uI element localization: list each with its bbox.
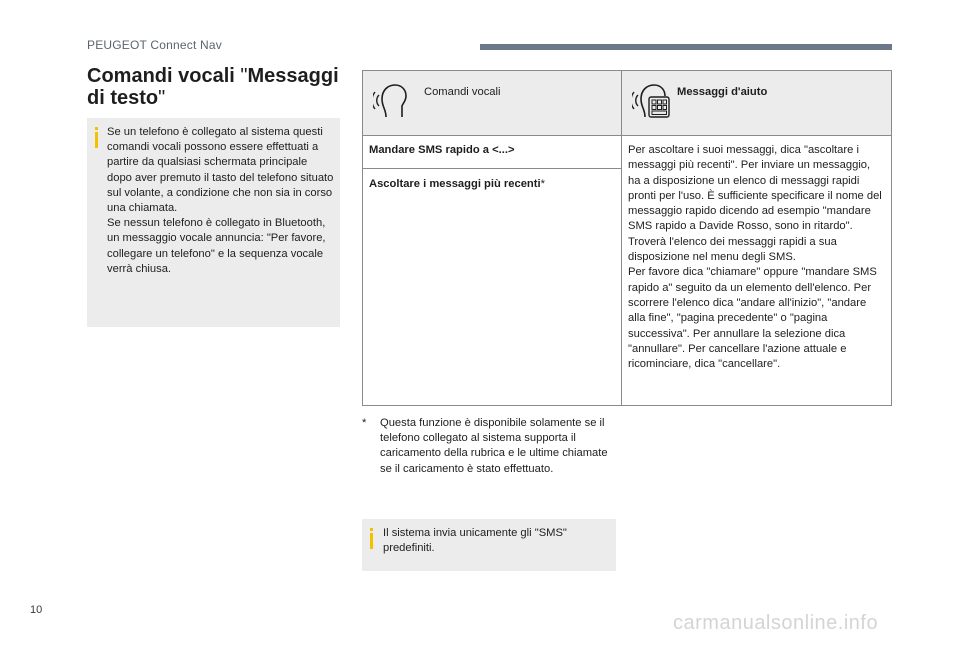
help-paragraph-1: Per ascoltare i suoi messaggi, dica "ascoltare i messaggi più recenti". Per inviare un messaggio, ha a disposizione un elenco di messaggi rapidi pronti per l'uso. È sufficiente specificare il nome del messaggio rapido dicendo ad esempio "mandare SMS rapido a Davide Rosso, sono in ritardo". Troverà l'elenco dei messaggi rapidi a sua disposizione nel menu degli SMS. [628, 144, 882, 264]
running-header: PEUGEOT Connect Nav [87, 38, 222, 52]
page-number: 10 [30, 604, 43, 616]
title-part1: Comandi vocali [87, 65, 241, 87]
command-cell-send-sms: Mandare SMS rapido a <...> [363, 136, 622, 169]
footnote-marker: * [540, 178, 545, 190]
header-bar [480, 44, 892, 50]
title-quote-open: " [240, 65, 248, 87]
help-cell [622, 136, 892, 406]
info-box-text [107, 125, 335, 277]
header-cell-help [622, 71, 892, 136]
info-paragraph-1: Se un telefono è collegato al sistema questi comandi vocali possono essere effettuati a partire da qualsiasi schermata principale dopo aver premuto il tasto del telefono situato sul volante, a condizione che non sia in corso una chiamata. [107, 126, 334, 215]
page-title [87, 65, 347, 109]
footnote-star: * [362, 417, 367, 429]
header-help-label: Messaggi d'aiuto [677, 86, 768, 98]
info-paragraph-2: Se nessun telefono è collegato in Bluetooth, un messaggio vocale annuncia: "Per favore, collegare un telefono" e la sequenza vocale verrà chiusa. [107, 217, 326, 275]
command-cell-listen-messages [363, 169, 622, 406]
info-icon [95, 132, 98, 148]
title-quote-close: " [158, 87, 166, 109]
header-cell-commands [363, 71, 622, 136]
voice-commands-table [362, 70, 892, 406]
listen-command-text: Ascoltare i messaggi più recenti [369, 178, 541, 190]
info-box-sms-text: Il sistema invia unicamente gli "SMS" predefiniti. [383, 527, 567, 555]
watermark: carmanualsonline.info [673, 612, 879, 634]
voice-help-icon [632, 81, 672, 121]
info-box-sms [362, 519, 616, 571]
info-box-connection [87, 118, 340, 327]
footnote [362, 416, 612, 477]
table-row [363, 136, 892, 169]
footnote-text: Questa funzione è disponibile solamente se il telefono collegato al sistema supporta il caricamento della rubrica e le ultime chiamate se il caricamento è stato effettuato. [380, 417, 608, 475]
header-commands-label: Comandi vocali [424, 86, 501, 98]
title-part2: Messaggi di testo [87, 65, 339, 109]
help-paragraph-2: Per favore dica "chiamare" oppure "mandare SMS rapido a" seguito da un elemento dell'elenco. Per scorrere l'elenco dica "andare all'inizio", "andare alla fine", "pagina precedente" o "pagina successiva". Per annullare la selezione dica "annullare". Per cancellare l'azione attuale e ricominciare, dica "cancellare". [628, 266, 877, 371]
voice-command-icon [373, 81, 409, 121]
table-header-row [363, 71, 892, 136]
info-icon [370, 533, 373, 549]
